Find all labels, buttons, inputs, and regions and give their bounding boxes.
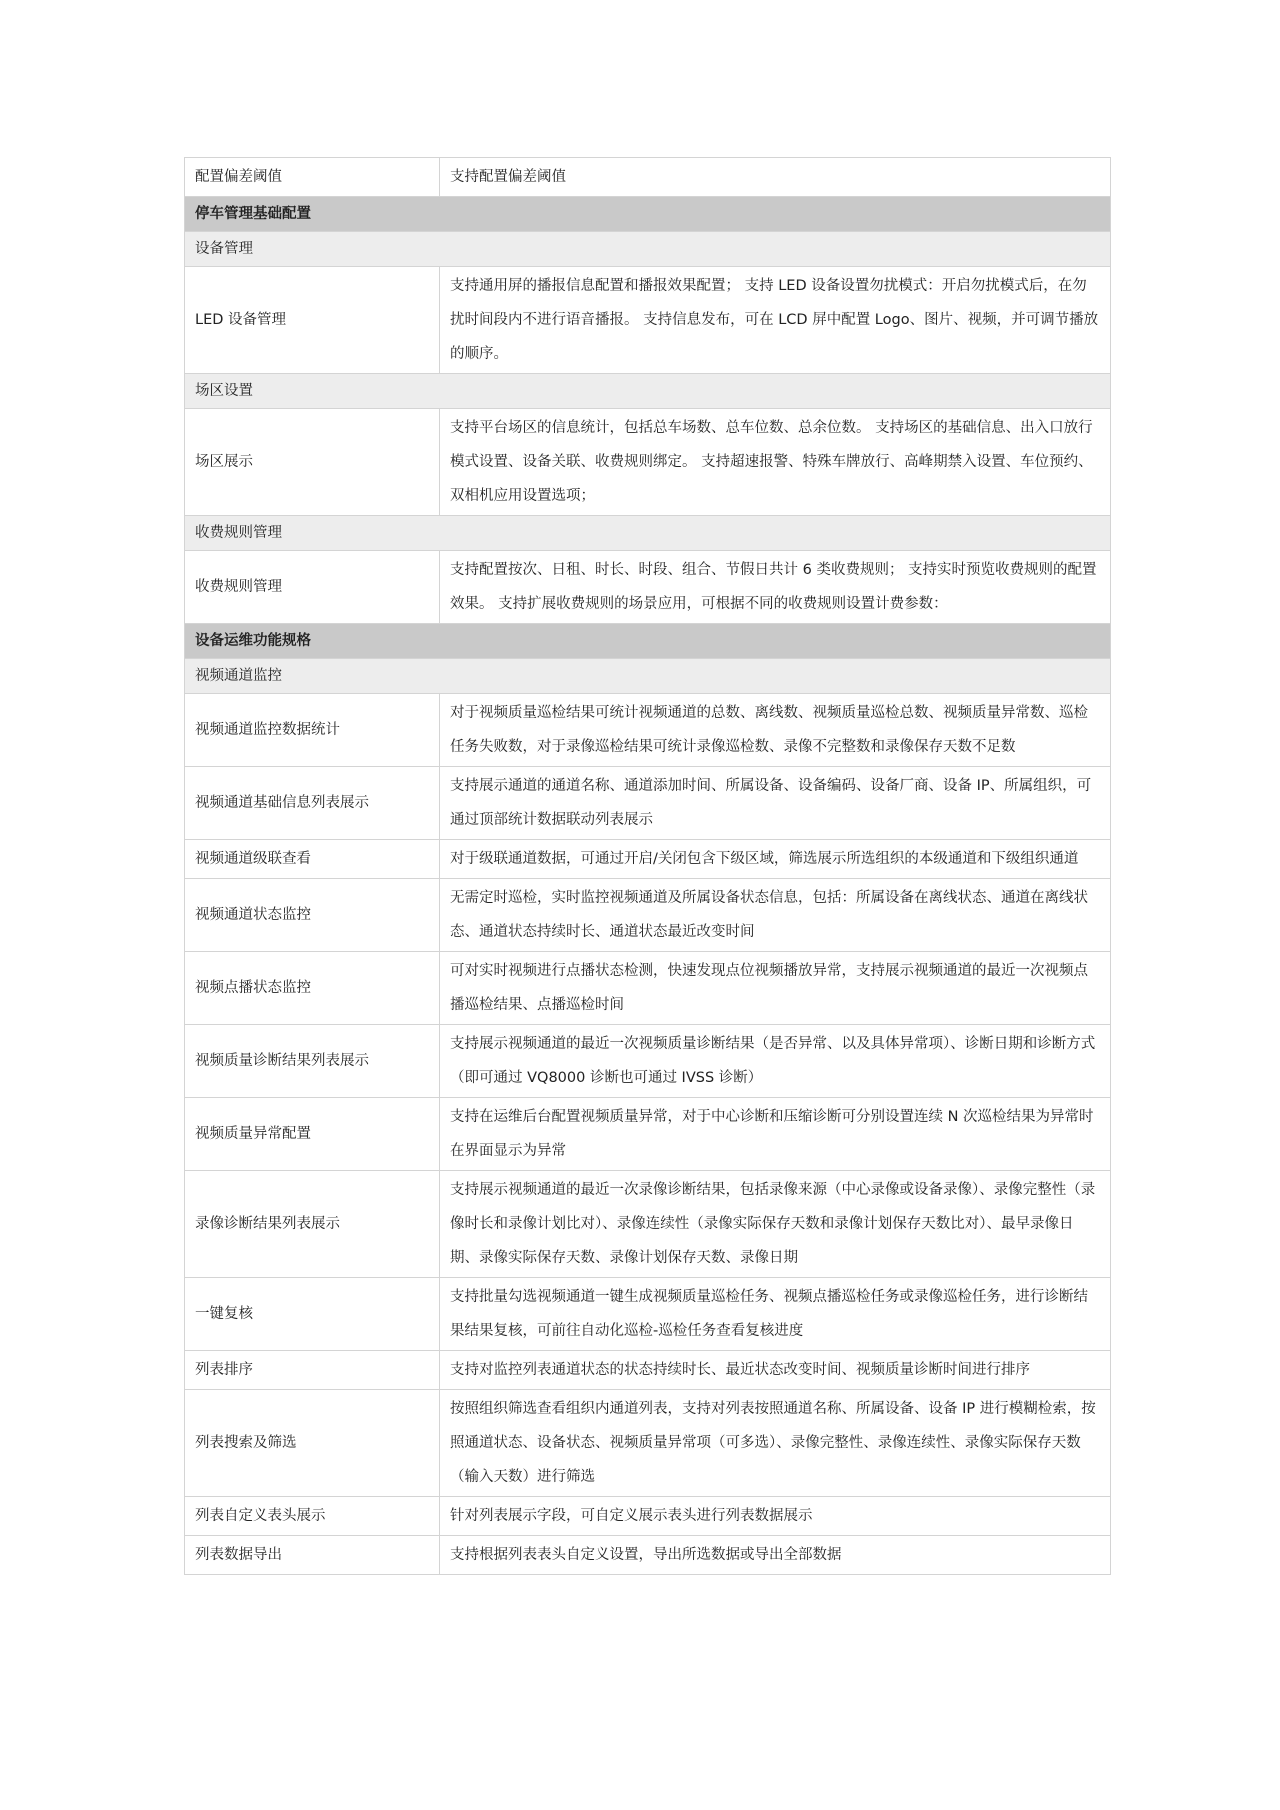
item-desc: 支持配置偏差阈值	[440, 158, 1111, 197]
item-name: 一键复核	[185, 1278, 440, 1351]
item-name: 视频通道基础信息列表展示	[185, 767, 440, 840]
table-row	[185, 1390, 1111, 1497]
item-desc: 对于级联通道数据，可通过开启/关闭包含下级区域，筛选展示所选组织的本级通道和下级组织通道	[440, 840, 1111, 879]
table-row	[185, 409, 1111, 516]
table-row	[185, 1171, 1111, 1278]
table-row	[185, 1025, 1111, 1098]
item-name: 列表排序	[185, 1351, 440, 1390]
subsection-row	[185, 232, 1111, 267]
item-desc: 按照组织筛选查看组织内通道列表，支持对列表按照通道名称、所属设备、设备 IP 进行模糊检索，按照通道状态、设备状态、视频质量异常项（可多选）、录像完整性、录像连续性、录像实际保存天数（输入天数）进行筛选	[440, 1390, 1111, 1497]
item-desc: 对于视频质量巡检结果可统计视频通道的总数、离线数、视频质量巡检总数、视频质量异常数、巡检任务失败数，对于录像巡检结果可统计录像巡检数、录像不完整数和录像保存天数不足数	[440, 694, 1111, 767]
subsection-title: 收费规则管理	[185, 516, 1111, 551]
item-name: 场区展示	[185, 409, 440, 516]
item-desc: 支持根据列表表头自定义设置，导出所选数据或导出全部数据	[440, 1536, 1111, 1575]
item-name: 视频通道状态监控	[185, 879, 440, 952]
subsection-row	[185, 374, 1111, 409]
item-desc: 针对列表展示字段，可自定义展示表头进行列表数据展示	[440, 1497, 1111, 1536]
table-row	[185, 767, 1111, 840]
table-row	[185, 1497, 1111, 1536]
table-row	[185, 1278, 1111, 1351]
item-desc: 支持对监控列表通道状态的状态持续时长、最近状态改变时间、视频质量诊断时间进行排序	[440, 1351, 1111, 1390]
item-desc: 支持在运维后台配置视频质量异常，对于中心诊断和压缩诊断可分别设置连续 N 次巡检结果为异常时在界面显示为异常	[440, 1098, 1111, 1171]
subsection-row	[185, 659, 1111, 694]
subsection-row	[185, 516, 1111, 551]
item-desc: 支持平台场区的信息统计，包括总车场数、总车位数、总余位数。 支持场区的基础信息、出入口放行模式设置、设备关联、收费规则绑定。 支持超速报警、特殊车牌放行、高峰期禁入设置、车位预约、双相机应用设置选项；	[440, 409, 1111, 516]
item-name: 视频质量异常配置	[185, 1098, 440, 1171]
section-title: 设备运维功能规格	[185, 624, 1111, 659]
item-name: 列表搜索及筛选	[185, 1390, 440, 1497]
item-name: 视频质量诊断结果列表展示	[185, 1025, 440, 1098]
item-name: 收费规则管理	[185, 551, 440, 624]
section-row	[185, 624, 1111, 659]
section-title: 停车管理基础配置	[185, 197, 1111, 232]
subsection-title: 视频通道监控	[185, 659, 1111, 694]
table-row	[185, 879, 1111, 952]
item-name: 视频通道监控数据统计	[185, 694, 440, 767]
table-row	[185, 551, 1111, 624]
table-row	[185, 952, 1111, 1025]
table-row	[185, 840, 1111, 879]
item-desc: 支持展示通道的通道名称、通道添加时间、所属设备、设备编码、设备厂商、设备 IP、所属组织，可通过顶部统计数据联动列表展示	[440, 767, 1111, 840]
table-row	[185, 1536, 1111, 1575]
section-row	[185, 197, 1111, 232]
item-name: 录像诊断结果列表展示	[185, 1171, 440, 1278]
subsection-title: 场区设置	[185, 374, 1111, 409]
item-name: 配置偏差阈值	[185, 158, 440, 197]
item-desc: 可对实时视频进行点播状态检测，快速发现点位视频播放异常，支持展示视频通道的最近一次视频点播巡检结果、点播巡检时间	[440, 952, 1111, 1025]
item-desc: 支持展示视频通道的最近一次录像诊断结果，包括录像来源（中心录像或设备录像）、录像完整性（录像时长和录像计划比对）、录像连续性（录像实际保存天数和录像计划保存天数比对）、最早录像日期、录像实际保存天数、录像计划保存天数、录像日期	[440, 1171, 1111, 1278]
item-name: 视频点播状态监控	[185, 952, 440, 1025]
subsection-title: 设备管理	[185, 232, 1111, 267]
table-row	[185, 267, 1111, 374]
item-desc: 无需定时巡检，实时监控视频通道及所属设备状态信息，包括：所属设备在离线状态、通道在离线状态、通道状态持续时长、通道状态最近改变时间	[440, 879, 1111, 952]
item-name: 视频通道级联查看	[185, 840, 440, 879]
item-name: 列表数据导出	[185, 1536, 440, 1575]
item-name: 列表自定义表头展示	[185, 1497, 440, 1536]
table-row	[185, 694, 1111, 767]
item-desc: 支持批量勾选视频通道一键生成视频质量巡检任务、视频点播巡检任务或录像巡检任务，进行诊断结果结果复核，可前往自动化巡检-巡检任务查看复核进度	[440, 1278, 1111, 1351]
item-desc: 支持通用屏的播报信息配置和播报效果配置； 支持 LED 设备设置勿扰模式：开启勿扰模式后，在勿扰时间段内不进行语音播报。 支持信息发布，可在 LCD 屏中配置 Logo、图片、视频，并可调节播放的顺序。	[440, 267, 1111, 374]
table-row	[185, 1351, 1111, 1390]
spec-table	[184, 157, 1111, 1575]
item-desc: 支持配置按次、日租、时长、时段、组合、节假日共计 6 类收费规则； 支持实时预览收费规则的配置效果。 支持扩展收费规则的场景应用，可根据不同的收费规则设置计费参数：	[440, 551, 1111, 624]
table-row	[185, 1098, 1111, 1171]
item-name: LED 设备管理	[185, 267, 440, 374]
table-row	[185, 158, 1111, 197]
item-desc: 支持展示视频通道的最近一次视频质量诊断结果（是否异常、以及具体异常项）、诊断日期和诊断方式（即可通过 VQ8000 诊断也可通过 IVSS 诊断）	[440, 1025, 1111, 1098]
